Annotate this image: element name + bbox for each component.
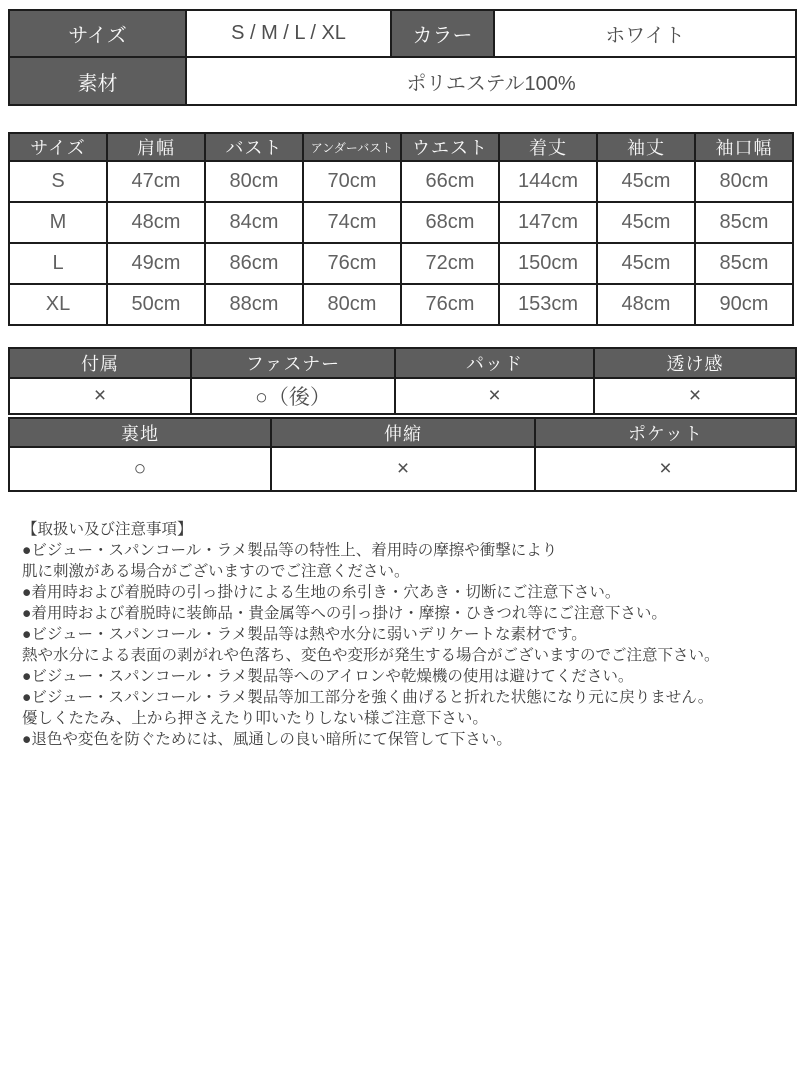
size-row-m bbox=[9, 202, 793, 243]
size-name-cell: XL bbox=[9, 284, 107, 325]
feature-value-cell: × bbox=[271, 447, 535, 491]
size-row-l bbox=[9, 243, 793, 284]
material-label-cell: 素材 bbox=[9, 57, 186, 105]
measure-cell: 68cm bbox=[401, 202, 499, 243]
size-row-s bbox=[9, 161, 793, 202]
feature-table-a bbox=[8, 347, 797, 415]
measure-cell: 49cm bbox=[107, 243, 205, 284]
column-header: 伸縮 bbox=[271, 418, 535, 447]
measure-cell: 48cm bbox=[597, 284, 695, 325]
feature-value-cell: × bbox=[395, 378, 594, 414]
measure-cell: 74cm bbox=[303, 202, 401, 243]
note-line: ●退色や変色を防ぐためには、風通しの良い暗所にて保管して下さい。 bbox=[22, 731, 512, 748]
feature-value-cell: × bbox=[594, 378, 796, 414]
measure-cell: 90cm bbox=[695, 284, 793, 325]
note-line: 熱や水分による表面の剥がれや色落ち、変色や変形が発生する場合がございますのでご注意下さい。 bbox=[22, 647, 720, 664]
note-line: ●着用時および着脱時に装飾品・貴金属等への引っ掛け・摩擦・ひきつれ等にご注意下さい。 bbox=[22, 605, 667, 622]
column-header: ウエスト bbox=[401, 133, 499, 161]
feature-table-b bbox=[8, 417, 797, 492]
measure-cell: 76cm bbox=[401, 284, 499, 325]
column-header: ポケット bbox=[535, 418, 796, 447]
feature-value-cell: × bbox=[535, 447, 796, 491]
feature-value-row bbox=[9, 447, 796, 491]
column-header: ファスナー bbox=[191, 348, 395, 378]
note-line: 肌に刺激がある場合がございますのでご注意ください。 bbox=[22, 563, 410, 580]
measure-cell: 50cm bbox=[107, 284, 205, 325]
color-label-cell: カラー bbox=[391, 10, 494, 57]
measure-cell: 85cm bbox=[695, 202, 793, 243]
feature-value-cell: ○（後） bbox=[191, 378, 395, 414]
column-header: 袖丈 bbox=[597, 133, 695, 161]
material-value-cell: ポリエステル100% bbox=[186, 57, 796, 105]
note-line: ●ビジュー・スパンコール・ラメ製品等の特性上、着用時の摩擦や衝撃により bbox=[22, 542, 558, 559]
table-row bbox=[9, 57, 796, 105]
column-header: パッド bbox=[395, 348, 594, 378]
size-value-cell: S / M / L / XL bbox=[186, 10, 391, 57]
note-line: ●ビジュー・スパンコール・ラメ製品等は熱や水分に弱いデリケートな素材です。 bbox=[22, 626, 587, 643]
measure-cell: 86cm bbox=[205, 243, 303, 284]
column-header: 袖口幅 bbox=[695, 133, 793, 161]
note-line: 優しくたたみ、上から押さえたり叩いたりしない様ご注意下さい。 bbox=[22, 710, 488, 727]
note-line: ●着用時および着脱時の引っ掛けによる生地の糸引き・穴あき・切断にご注意下さい。 bbox=[22, 584, 621, 601]
measure-cell: 84cm bbox=[205, 202, 303, 243]
measure-cell: 66cm bbox=[401, 161, 499, 202]
size-measurement-table bbox=[8, 132, 794, 326]
column-header: 肩幅 bbox=[107, 133, 205, 161]
measure-cell: 80cm bbox=[303, 284, 401, 325]
size-name-cell: S bbox=[9, 161, 107, 202]
feature-value-row bbox=[9, 378, 796, 414]
measure-cell: 45cm bbox=[597, 243, 695, 284]
table-row bbox=[9, 10, 796, 57]
column-header: サイズ bbox=[9, 133, 107, 161]
feature-header-row bbox=[9, 418, 796, 447]
measure-cell: 80cm bbox=[205, 161, 303, 202]
note-line: ●ビジュー・スパンコール・ラメ製品等加工部分を強く曲げると折れた状態になり元に戻りません。 bbox=[22, 689, 714, 706]
feature-value-cell: ○ bbox=[9, 447, 271, 491]
measure-cell: 76cm bbox=[303, 243, 401, 284]
note-line: ●ビジュー・スパンコール・ラメ製品等へのアイロンや乾燥機の使用は避けてください。 bbox=[22, 668, 634, 685]
measure-cell: 150cm bbox=[499, 243, 597, 284]
column-header: アンダーバスト bbox=[303, 133, 401, 161]
measure-cell: 72cm bbox=[401, 243, 499, 284]
product-info-table bbox=[8, 9, 797, 106]
size-name-cell: M bbox=[9, 202, 107, 243]
color-value-cell: ホワイト bbox=[494, 10, 796, 57]
measure-cell: 48cm bbox=[107, 202, 205, 243]
feature-value-cell: × bbox=[9, 378, 191, 414]
notes-title: 【取扱い及び注意事項】 bbox=[22, 521, 193, 538]
measure-cell: 70cm bbox=[303, 161, 401, 202]
measure-cell: 144cm bbox=[499, 161, 597, 202]
size-table-header-row bbox=[9, 133, 793, 161]
measure-cell: 80cm bbox=[695, 161, 793, 202]
feature-header-row bbox=[9, 348, 796, 378]
size-label-cell: サイズ bbox=[9, 10, 186, 57]
column-header: 裏地 bbox=[9, 418, 271, 447]
measure-cell: 85cm bbox=[695, 243, 793, 284]
column-header: 透け感 bbox=[594, 348, 796, 378]
size-name-cell: L bbox=[9, 243, 107, 284]
measure-cell: 153cm bbox=[499, 284, 597, 325]
column-header: バスト bbox=[205, 133, 303, 161]
column-header: 付属 bbox=[9, 348, 191, 378]
measure-cell: 147cm bbox=[499, 202, 597, 243]
measure-cell: 45cm bbox=[597, 161, 695, 202]
measure-cell: 88cm bbox=[205, 284, 303, 325]
measure-cell: 45cm bbox=[597, 202, 695, 243]
column-header: 着丈 bbox=[499, 133, 597, 161]
measure-cell: 47cm bbox=[107, 161, 205, 202]
size-row-xl bbox=[9, 284, 793, 325]
handling-notes bbox=[22, 519, 800, 750]
